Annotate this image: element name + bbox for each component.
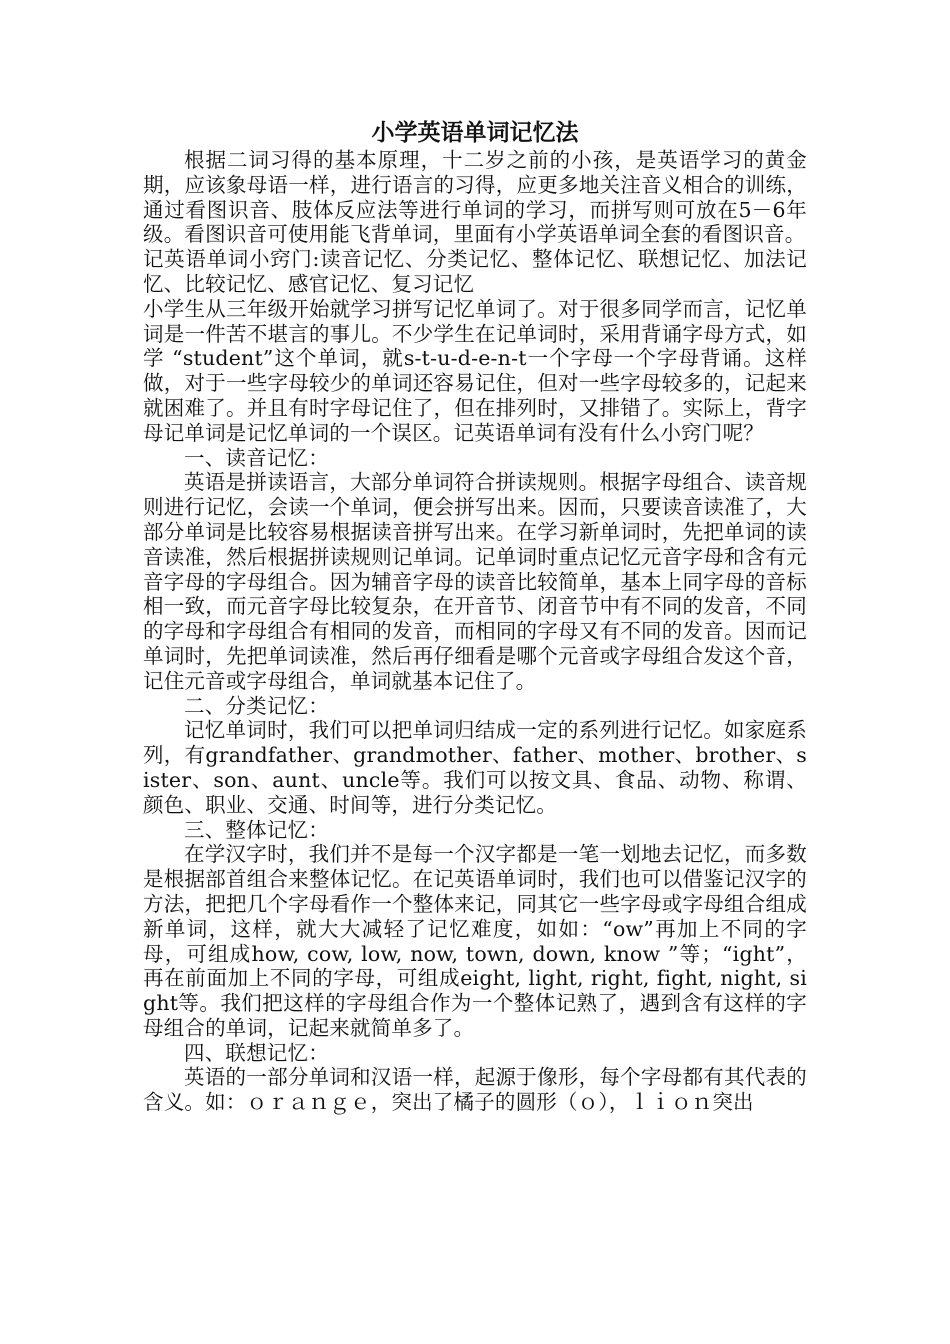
paragraph-association: 英语的一部分单词和汉语一样，起源于像形，每个字母都有其代表的含义。如：ｏｒａｎｇｅ，突出了橘子的圆形（ｏ），ｌｉｏｎ突出 — [143, 1065, 807, 1115]
document-title: 小学英语单词记忆法 — [371, 119, 579, 146]
paragraph-intro: 根据二词习得的基本原理，十二岁之前的小孩，是英语学习的黄金期，应该象母语一样，进行语言的习得，应更多地关注音义相合的训练，通过看图识音、肢体反应法等进行单词的学习，而拼写则可放在5－6年级。看图识音可使用能飞背单词，里面有小学英语单词全套的看图识音。 — [143, 148, 807, 247]
section-heading-classification: 二、分类记忆： — [184, 693, 329, 718]
section-heading-association: 四、联想记忆： — [184, 1040, 329, 1065]
paragraph-pronunciation: 英语是拼读语言，大部分单词符合拼读规则。根据字母组合、读音规则进行记忆，会读一个单词，便会拼写出来。因而，只要读音读准了，大部分单词是比较容易根据读音拼写出来。在学习新单词时，先把单词的读音读准，然后根据拼读规则记单词。记单词时重点记忆元音字母和含有元音字母的字母组合。因为辅音字母的读音比较简单，基本上同字母的音标相一致，而元音字母比较复杂，在开音节、闭音节中有不同的发音，不同的字母和字母组合有相同的发音，而相同的字母又有不同的发音。因而记单词时，先把单词读准，然后再仔细看是哪个元音或字母组合发这个音，记住元音或字母组合，单词就基本记住了。 — [143, 470, 807, 693]
paragraph-classification: 记忆单词时，我们可以把单词归结成一定的系列进行记忆。如家庭系列，有grandfather、grandmother、father、mother、brother、sister、son、aunt、uncle等。我们可以按文具、食品、动物、称谓、颜色、职业、交通、时间等，进行分类记忆。 — [143, 718, 807, 817]
paragraph-whole: 在学汉字时，我们并不是每一个汉字都是一笔一划地去记忆，而多数是根据部首组合来整体记忆。在记英语单词时，我们也可以借鉴记汉字的方法，把把几个字母看作一个整体来记，同其它一些字母或字母组合组成新单词，这样，就大大减轻了记忆难度，如如：“ow”再加上不同的字母，可组成how, cow, low, now, town, down, know ”等；“ight”，再在前面加上不同的字母，可组成eight, light, right, fight, night, sight等。我们把这样的字母组合作为一个整体记熟了，遇到含有这样的字母组合的单词，记起来就简单多了。 — [143, 842, 807, 1040]
section-heading-whole: 三、整体记忆： — [184, 817, 329, 842]
paragraph-problem: 小学生从三年级开始就学习拼写记忆单词了。对于很多同学而言，记忆单词是一件苦不堪言的事儿。不少学生在记单词时，采用背诵字母方式，如学 “student”这个单词，就s-t-u-d-e-n-t一个字母一个字母背诵。这样做，对于一些字母较少的单词还容易记住，但对一些字母较多的，记起来就困难了。并且有时字母记住了，但在排列时，又排错了。实际上，背字母记单词是记忆单词的一个误区。记英语单词有没有什么小窍门呢？ — [143, 296, 807, 445]
paragraph-tips-list: 记英语单词小窍门:读音记忆、分类记忆、整体记忆、联想记忆、加法记忆、比较记忆、感官记忆、复习记忆 — [143, 247, 807, 296]
section-heading-pronunciation: 一、读音记忆： — [184, 445, 329, 470]
